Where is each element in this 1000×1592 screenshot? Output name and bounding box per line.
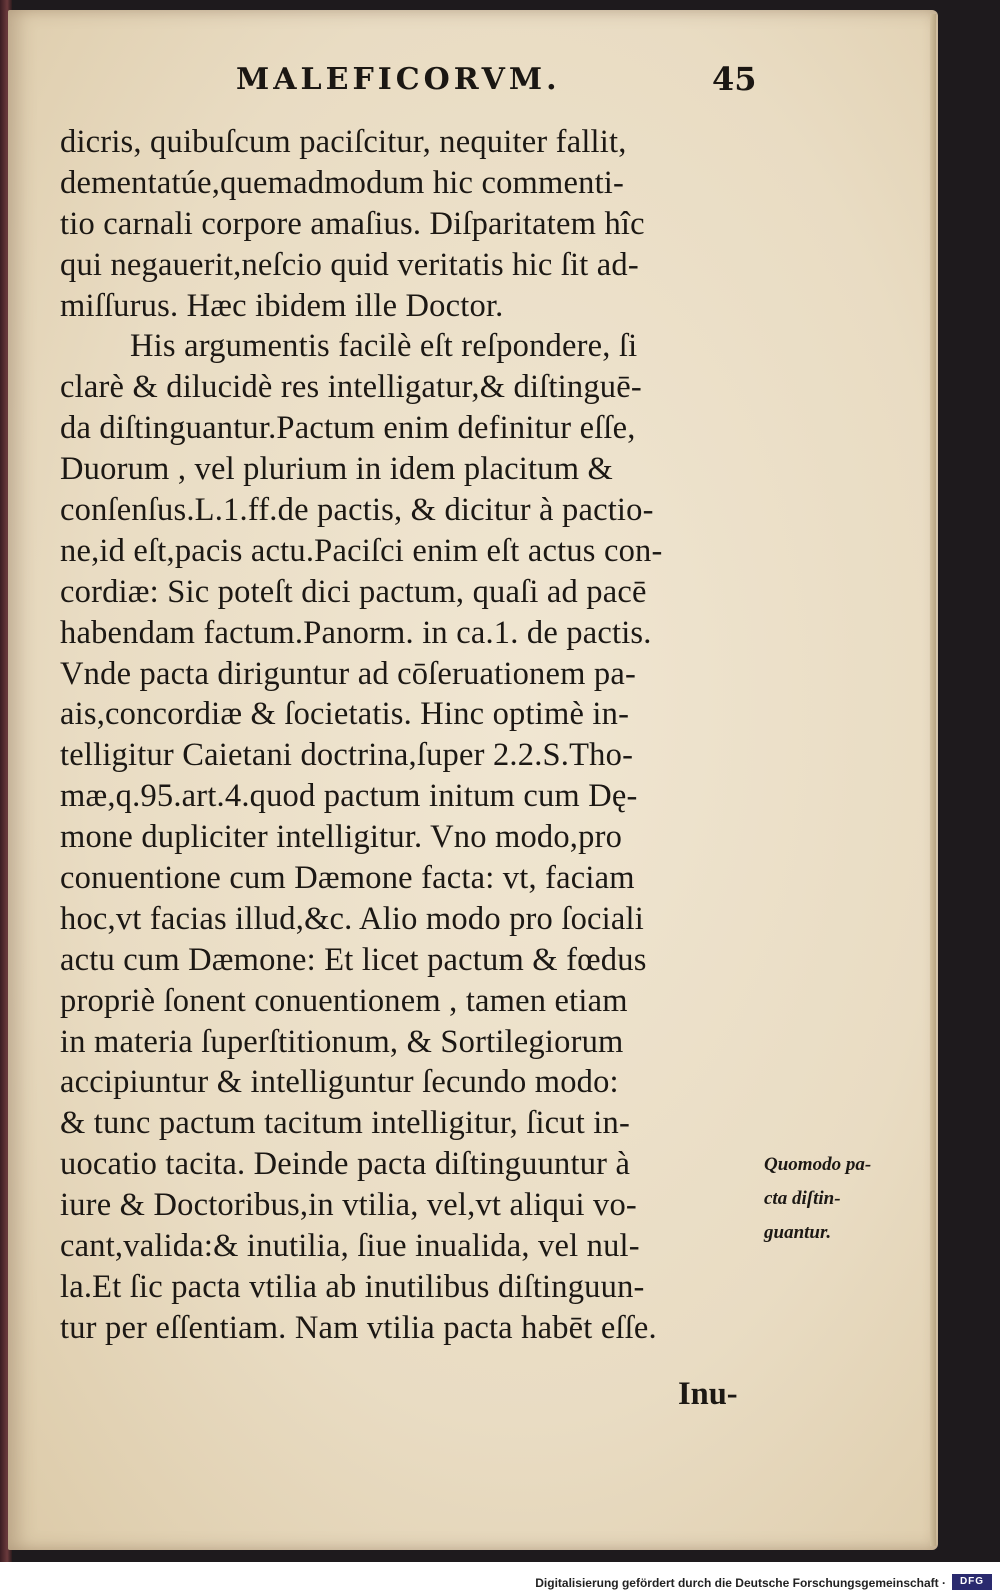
page-number: 45 (712, 60, 757, 98)
text-line: hoc,vt facias illud,&c. Alio modo pro ſociali (60, 900, 644, 937)
marginal-note (764, 1148, 874, 1250)
text-line: & tunc pactum tacitum intelligitur, ſicut in- (60, 1105, 631, 1142)
text-line: dicris, quibuſcum paciſcitur, nequiter fallit, (60, 124, 627, 160)
running-head: MALEFICORVM. (236, 62, 561, 97)
text-line: miſſurus. Hæc ibidem ille Doctor. (60, 287, 504, 324)
text-line: tio carnali corpore amaſius. Diſparitatem hîc (60, 205, 645, 242)
body-text (60, 122, 760, 1349)
text-line: tur per eſſentiam. Nam vtilia pacta habēt eſſe. (60, 1309, 657, 1346)
text-line: His argumentis facilè eſt reſpondere, ſi (130, 328, 638, 365)
text-line: la.Et ſic pacta vtilia ab inutilibus diſtinguun- (60, 1268, 645, 1305)
text-line: cordiæ: Sic poteſt dici pactum, quaſi ad pacē (60, 573, 647, 610)
text-line: uocatio tacita. Deinde pacta diſtinguuntur à (60, 1146, 631, 1183)
text-line: ne,id eſt,pacis actu.Paciſci enim eſt actus con- (60, 532, 663, 569)
text-line: mone dupliciter intelligitur. Vno modo,pro (60, 819, 623, 856)
dfg-logo: DFG (952, 1574, 992, 1590)
text-line: iure & Doctoribus,in vtilia, vel,vt aliqui vo- (60, 1187, 637, 1224)
text-line: Vnde pacta diriguntur ad cōſeruationem pa- (60, 655, 637, 692)
text-line: qui negauerit,neſcio quid veritatis hic ſit ad- (60, 246, 639, 283)
text-line: da diſtinguantur.Pactum enim definitur eſſe, (60, 410, 636, 447)
page-edge (930, 14, 936, 1546)
catchword: Inu- (678, 1376, 738, 1412)
text-line: ais,concordiæ & ſocietatis. Hinc optimè in- (60, 696, 630, 733)
footer-credit: Digitalisierung gefördert durch die Deutsche Forschungsgemeinschaft · (535, 1576, 946, 1590)
text-line: in materia ſuperſtitionum, & Sortilegiorum (60, 1023, 624, 1060)
text-line: mæ,q.95.art.4.quod pactum initum cum Dę- (60, 778, 638, 815)
text-line: clarè & dilucidè res intelligatur,& diſtinguē- (60, 369, 642, 406)
marginal-note-line: Quomodo pa- (764, 1154, 872, 1175)
text-line: conuentione cum Dæmone facta: vt, faciam (60, 860, 635, 897)
marginal-note-line: guantur. (764, 1222, 832, 1243)
text-line: actu cum Dæmone: Et licet pactum & fœdus (60, 941, 647, 978)
text-line: propriè ſonent conuentionem , tamen etiam (60, 982, 628, 1019)
text-line: Duorum , vel plurium in idem placitum & (60, 451, 614, 488)
text-line: accipiuntur & intelliguntur ſecundo modo: (60, 1064, 619, 1101)
text-line: cant,valida:& inutilia, ſiue inualida, vel nul- (60, 1228, 640, 1265)
text-line: dementatúe,quemadmodum hic commenti- (60, 164, 625, 201)
text-line: conſenſus.L.1.ff.de pactis, & dicitur à pactio- (60, 492, 654, 529)
text-line: habendam factum.Panorm. in ca.1. de pactis. (60, 614, 652, 651)
marginal-note-line: cta diſtin- (764, 1188, 841, 1209)
text-line: telligitur Caietani doctrina,ſuper 2.2.S.Tho- (60, 737, 634, 774)
